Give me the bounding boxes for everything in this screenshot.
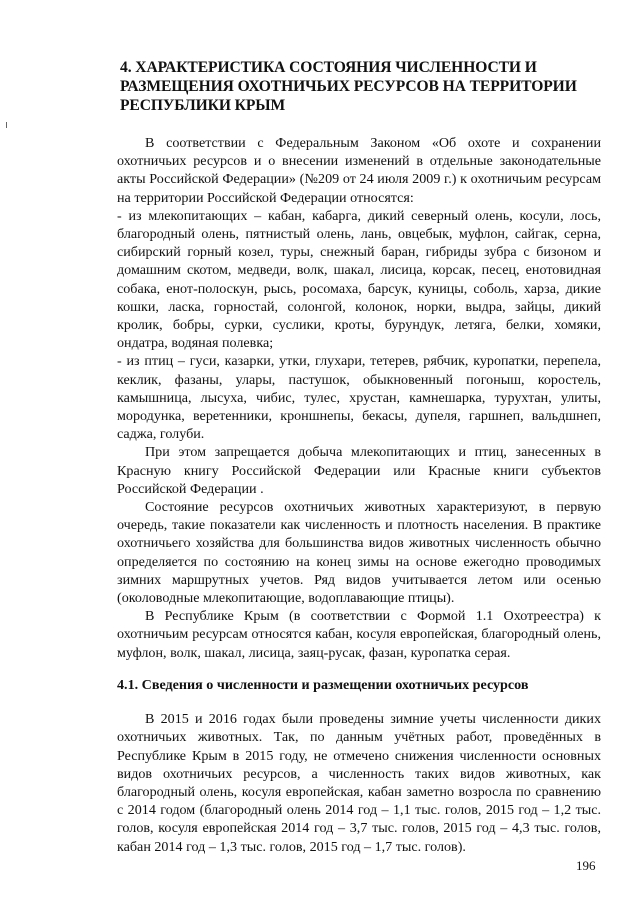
state-paragraph: Состояние ресурсов охотничьих животных характеризуют, в первую очередь, такие показатели как численность и плотность населения. В практике охотничьего хозяйства для большинства видов животных численность обычно определяется по состоянию на конец зимы на основе ежегодно проводимых зимних маршрутных учетов. Ряд видов учитывается летом или осенью (околоводные млекопитающие, водоплавающие птицы). [117,499,601,607]
intro-paragraph: В соответствии с Федеральным Законом «Об охоте и сохранении охотничьих ресурсов и о внесении изменений в отдельные законодательные акты Российской Федерации» (№209 от 24 июля 2009 г.) к охотничьим ресурсам на территории Российской Федерации относятся: [117,135,601,206]
subsection-heading: 4.1. Сведения о численности и размещении охотничьих ресурсов [117,676,529,693]
mammals-list-item: - из млекопитающих – кабан, кабарга, дикий северный олень, косули, лось, благородный олень, пятнистый олень, лань, овцебык, муфлон, сайгак, серна, сибирский горный козел, туры, снежный баран, гибриды зубра с бизоном и домашним скотом, медведи, волк, шакал, лисица, корсак, песец, енотовидная собака, енот-полоскун, рысь, росомаха, барсук, куницы, соболь, харза, дикие кошки, ласка, горностай, солонгой, колонок, норки, выдра, зайцы, дикий кролик, бобры, сурки, суслики, кроты, бурундук, летяга, белки, хомяки, ондатра, водяная полевка; [117,207,601,352]
census-paragraph: В 2015 и 2016 годах были проведены зимние учеты численности диких охотничьих животных. Так, по данным учётных работ, проведённых в Республике Крым в 2015 году, не отмечено снижения численности основных видов охотничьих ресурсов, а численность таких видов животных, как благородный олень, косуля европейская, кабан заметно возросла по сравнению с 2014 годом (благородный олень 2014 год – 1,1 тыс. голов, 2015 год – 1,2 тыс. голов, косуля европейская 2014 год – 3,7 тыс. голов, 2015 год – 4,3 тыс. голов, кабан 2014 год – 1,3 тыс. голов, 2015 год – 1,7 тыс. голов). [117,711,601,855]
crimea-paragraph: В Республике Крым (в соответствии с Формой 1.1 Охотреестра) к охотничьим ресурсам относятся кабан, косуля европейская, благородный олень, муфлон, волк, шакал, лисица, заяц-русак, фазан, куропатка серая. [117,608,601,661]
page-number: 196 [576,858,596,873]
document-body [117,134,601,856]
birds-list-item: - из птиц – гуси, казарки, утки, глухари, тетерев, рябчик, куропатки, перепела, кеклик, фазаны, улары, пастушок, обыкновенный погоныш, коростель, камышница, лысуха, чибис, тулес, хрустан, камнешарка, турухтан, улиты, мородунка, веретенники, кроншнепы, бекасы, дупеля, гаршнеп, вальдшнеп, саджа, голуби. [117,353,601,443]
prohibition-paragraph: При этом запрещается добыча млекопитающих и птиц, занесенных в Красную книгу Российской Федерации или Красные книги субъектов Российской Федерации . [117,444,601,497]
section-title: 4. ХАРАКТЕРИСТИКА СОСТОЯНИЯ ЧИСЛЕННОСТИ И РАЗМЕЩЕНИЯ ОХОТНИЧЬИХ РЕСУРСОВ НА ТЕРРИТОРИИ РЕСПУБЛИКИ КРЫМ [120,59,577,114]
margin-mark [6,122,7,128]
